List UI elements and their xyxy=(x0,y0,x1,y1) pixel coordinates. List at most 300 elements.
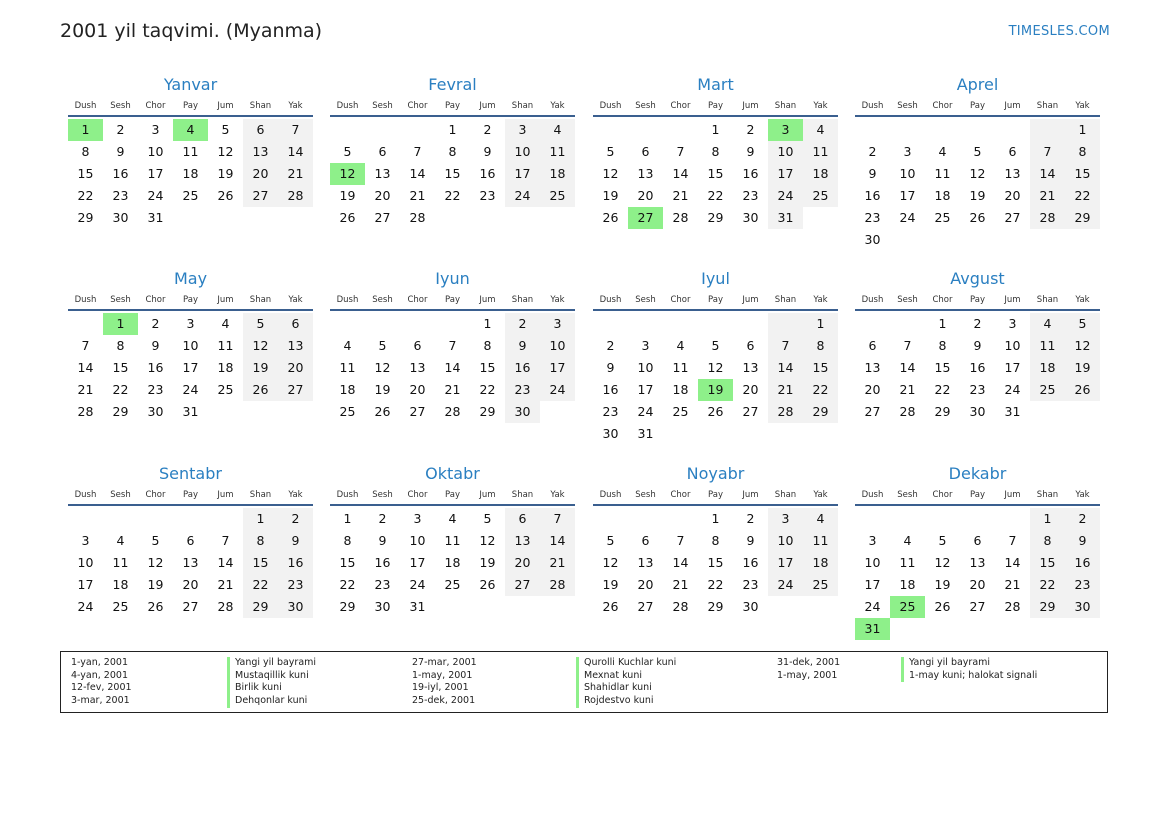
day-cell: 12 xyxy=(969,166,986,181)
day-cell: 3 xyxy=(505,119,540,141)
weekday-label: Dush xyxy=(74,490,97,500)
day-cell: 11 xyxy=(803,141,838,163)
day-cell: 8 xyxy=(938,338,947,353)
day-cell: 22 xyxy=(339,577,356,592)
day-cell: 20 xyxy=(243,163,278,185)
weekday-label: Sesh xyxy=(372,295,393,305)
day-cell: 31 xyxy=(182,404,199,419)
day-cell: 25 xyxy=(1030,379,1065,401)
legend-date: 1-may, 2001 xyxy=(412,669,473,681)
day-cell: 29 xyxy=(1065,207,1100,229)
empty-day-cell xyxy=(435,596,470,618)
day-cell: 10 xyxy=(409,533,426,548)
day-cell: 23 xyxy=(742,188,759,203)
weekday-label: Jum xyxy=(742,295,759,305)
day-cell: 8 xyxy=(1030,530,1065,552)
day-cell: 29 xyxy=(112,404,129,419)
day-cell: 23 xyxy=(374,577,391,592)
day-cell: 18 xyxy=(339,382,356,397)
day-cell: 9 xyxy=(483,144,492,159)
day-cell: 3 xyxy=(1008,316,1017,331)
empty-day-cell xyxy=(890,229,925,251)
weekday-header xyxy=(330,291,575,311)
day-cell: 4 xyxy=(903,533,912,548)
day-cell: 8 xyxy=(81,144,90,159)
day-cell: 16 xyxy=(742,555,759,570)
empty-day-cell xyxy=(960,229,995,251)
day-cell: 3 xyxy=(81,533,90,548)
legend-holiday-name: 1-may kuni; halokat signali xyxy=(901,670,1037,683)
empty-day-cell xyxy=(1065,401,1100,423)
weekday-label: Jum xyxy=(1004,295,1021,305)
weekday-label: Pay xyxy=(183,101,198,111)
day-cell: 15 xyxy=(707,166,724,181)
day-cell: 12 xyxy=(602,555,619,570)
weekday-label: Sesh xyxy=(635,101,656,111)
day-cell: 24 xyxy=(768,185,803,207)
day-cell: 6 xyxy=(868,338,877,353)
day-cell: 13 xyxy=(637,555,654,570)
day-cell: 8 xyxy=(243,530,278,552)
day-cell: 21 xyxy=(768,379,803,401)
empty-day-cell xyxy=(593,313,628,335)
weekday-label: Chor xyxy=(670,295,691,305)
empty-day-cell xyxy=(663,313,698,335)
weekday-label: Yak xyxy=(550,101,565,111)
empty-day-cell xyxy=(960,508,995,530)
day-cell: 17 xyxy=(505,163,540,185)
day-cell: 20 xyxy=(864,382,881,397)
weekday-label: Shan xyxy=(774,101,797,111)
day-cell: 11 xyxy=(934,166,951,181)
day-cell: 20 xyxy=(1004,188,1021,203)
day-cell: 6 xyxy=(243,119,278,141)
empty-day-cell xyxy=(628,508,663,530)
legend-holiday-name: Yangi yil bayrami xyxy=(227,657,316,670)
empty-day-cell xyxy=(803,207,838,229)
day-cell: 6 xyxy=(641,533,650,548)
day-cell: 6 xyxy=(1008,144,1017,159)
day-cell: 9 xyxy=(116,144,125,159)
day-cell: 3 xyxy=(186,316,195,331)
day-cell: 4 xyxy=(448,511,457,526)
day-cell: 28 xyxy=(672,210,689,225)
day-cell: 18 xyxy=(444,555,461,570)
day-cell: 10 xyxy=(77,555,94,570)
day-cell: 22 xyxy=(444,188,461,203)
day-cell: 2 xyxy=(505,313,540,335)
day-cell: 2 xyxy=(606,338,615,353)
empty-day-cell xyxy=(995,508,1030,530)
legend-holiday-name: Dehqonlar kuni xyxy=(227,695,316,708)
day-cell: 27 xyxy=(637,599,654,614)
day-cell: 5 xyxy=(243,313,278,335)
day-cell: 15 xyxy=(707,555,724,570)
day-cell: 29 xyxy=(1030,596,1065,618)
empty-day-cell xyxy=(540,207,575,229)
day-cell: 30 xyxy=(969,404,986,419)
day-cell: 6 xyxy=(278,313,313,335)
day-cell: 23 xyxy=(479,188,496,203)
weekday-label: Jum xyxy=(479,101,496,111)
day-cell: 10 xyxy=(505,141,540,163)
day-cell: 29 xyxy=(803,401,838,423)
day-cell: 17 xyxy=(147,166,164,181)
day-cell: 9 xyxy=(868,166,877,181)
month-mart xyxy=(593,74,838,229)
holiday-day-cell: 3 xyxy=(768,119,803,141)
day-cell: 7 xyxy=(1008,533,1017,548)
weekday-label: Shan xyxy=(774,295,797,305)
holiday-day-cell: 27 xyxy=(628,207,663,229)
weekday-label: Pay xyxy=(708,295,723,305)
day-cell: 24 xyxy=(505,185,540,207)
day-cell: 16 xyxy=(742,166,759,181)
weekday-label: Pay xyxy=(708,101,723,111)
day-cell: 4 xyxy=(540,119,575,141)
legend-date: 4-yan, 2001 xyxy=(71,669,128,681)
day-cell: 16 xyxy=(278,552,313,574)
day-cell: 20 xyxy=(742,382,759,397)
empty-day-cell xyxy=(803,423,838,445)
day-cell: 17 xyxy=(540,357,575,379)
day-cell: 16 xyxy=(505,357,540,379)
weekday-label: Jum xyxy=(479,490,496,500)
day-cell: 17 xyxy=(409,555,426,570)
day-cell: 2 xyxy=(116,122,125,137)
empty-day-cell xyxy=(208,401,243,423)
day-cell: 21 xyxy=(1004,577,1021,592)
day-grid xyxy=(330,313,575,423)
month-sentabr xyxy=(68,463,313,618)
day-cell: 26 xyxy=(217,188,234,203)
day-cell: 20 xyxy=(374,188,391,203)
day-cell: 3 xyxy=(413,511,422,526)
day-cell: 29 xyxy=(707,599,724,614)
day-cell: 6 xyxy=(378,144,387,159)
month-fevral xyxy=(330,74,575,229)
weekday-label: Shan xyxy=(249,490,272,500)
day-cell: 30 xyxy=(278,596,313,618)
day-cell: 19 xyxy=(479,555,496,570)
day-grid xyxy=(330,119,575,229)
legend-date: 25-dek, 2001 xyxy=(412,695,476,707)
weekday-header xyxy=(68,486,313,506)
day-cell: 26 xyxy=(969,210,986,225)
day-cell: 16 xyxy=(147,360,164,375)
day-cell: 21 xyxy=(278,163,313,185)
month-name: Aprel xyxy=(956,75,999,94)
day-cell: 4 xyxy=(343,338,352,353)
day-cell: 9 xyxy=(973,338,982,353)
page-title: 2001 yil taqvimi. (Myanma) xyxy=(60,20,323,42)
empty-day-cell xyxy=(663,423,698,445)
day-cell: 20 xyxy=(969,577,986,592)
day-cell: 18 xyxy=(934,188,951,203)
empty-day-cell xyxy=(1030,618,1065,640)
day-cell: 16 xyxy=(374,555,391,570)
weekday-label: Chor xyxy=(145,101,166,111)
legend-date: 19-iyl, 2001 xyxy=(412,682,469,694)
day-cell: 23 xyxy=(969,382,986,397)
empty-day-cell xyxy=(890,618,925,640)
day-cell: 15 xyxy=(112,360,129,375)
day-cell: 23 xyxy=(602,404,619,419)
day-cell: 30 xyxy=(112,210,129,225)
site-link[interactable]: TIMESLES.COM xyxy=(1008,24,1110,39)
weekday-label: Sesh xyxy=(110,101,131,111)
day-cell: 16 xyxy=(969,360,986,375)
day-cell: 11 xyxy=(1030,335,1065,357)
day-cell: 15 xyxy=(444,166,461,181)
weekday-label: Yak xyxy=(550,490,565,500)
weekday-label: Jum xyxy=(1004,490,1021,500)
day-cell: 15 xyxy=(243,552,278,574)
day-cell: 19 xyxy=(374,382,391,397)
day-cell: 11 xyxy=(217,338,234,353)
day-cell: 2 xyxy=(378,511,387,526)
day-cell: 21 xyxy=(672,188,689,203)
empty-day-cell xyxy=(855,313,890,335)
day-cell: 23 xyxy=(278,574,313,596)
day-cell: 13 xyxy=(969,555,986,570)
day-cell: 26 xyxy=(1065,379,1100,401)
month-oktabr xyxy=(330,463,575,618)
day-cell: 5 xyxy=(343,144,352,159)
weekday-label: Shan xyxy=(774,490,797,500)
weekday-label: Dush xyxy=(861,295,884,305)
empty-day-cell xyxy=(435,313,470,335)
legend-dates-3 xyxy=(777,657,840,682)
day-cell: 28 xyxy=(278,185,313,207)
day-grid xyxy=(593,313,838,445)
day-cell: 4 xyxy=(938,144,947,159)
weekday-header xyxy=(68,97,313,117)
day-cell: 7 xyxy=(221,533,230,548)
day-cell: 12 xyxy=(934,555,951,570)
month-name: Dekabr xyxy=(948,464,1007,483)
day-cell: 11 xyxy=(444,533,461,548)
day-cell: 18 xyxy=(803,163,838,185)
day-cell: 13 xyxy=(278,335,313,357)
day-cell: 9 xyxy=(505,335,540,357)
day-cell: 14 xyxy=(672,555,689,570)
day-cell: 3 xyxy=(641,338,650,353)
day-cell: 11 xyxy=(899,555,916,570)
weekday-label: Shan xyxy=(511,295,534,305)
day-cell: 14 xyxy=(278,141,313,163)
weekday-label: Yak xyxy=(813,101,828,111)
weekday-header xyxy=(593,291,838,311)
day-cell: 11 xyxy=(672,360,689,375)
day-cell: 2 xyxy=(868,144,877,159)
day-cell: 4 xyxy=(1030,313,1065,335)
day-cell: 21 xyxy=(1030,185,1065,207)
day-cell: 2 xyxy=(973,316,982,331)
weekday-label: Sesh xyxy=(110,490,131,500)
day-cell: 22 xyxy=(243,574,278,596)
empty-day-cell xyxy=(663,119,698,141)
day-cell: 9 xyxy=(278,530,313,552)
weekday-label: Shan xyxy=(511,490,534,500)
day-cell: 18 xyxy=(112,577,129,592)
weekday-label: Yak xyxy=(288,101,303,111)
empty-day-cell xyxy=(593,508,628,530)
day-cell: 2 xyxy=(483,122,492,137)
day-cell: 30 xyxy=(374,599,391,614)
month-name: Avgust xyxy=(950,269,1005,288)
holiday-day-cell: 31 xyxy=(855,618,890,640)
empty-day-cell xyxy=(890,119,925,141)
day-cell: 28 xyxy=(444,404,461,419)
weekday-label: Chor xyxy=(932,490,953,500)
weekday-label: Jum xyxy=(217,490,234,500)
legend-names-1 xyxy=(227,657,316,708)
month-name: Noyabr xyxy=(686,464,745,483)
day-cell: 11 xyxy=(182,144,199,159)
weekday-label: Sesh xyxy=(897,295,918,305)
weekday-label: Dush xyxy=(599,295,622,305)
day-grid xyxy=(855,508,1100,640)
day-cell: 19 xyxy=(147,577,164,592)
day-grid xyxy=(330,508,575,618)
day-cell: 27 xyxy=(505,574,540,596)
weekday-header xyxy=(330,486,575,506)
day-cell: 30 xyxy=(505,401,540,423)
weekday-label: Chor xyxy=(932,101,953,111)
empty-day-cell xyxy=(803,596,838,618)
day-cell: 10 xyxy=(768,530,803,552)
day-grid xyxy=(593,119,838,229)
day-cell: 5 xyxy=(606,533,615,548)
day-cell: 26 xyxy=(707,404,724,419)
day-cell: 11 xyxy=(540,141,575,163)
day-cell: 21 xyxy=(217,577,234,592)
weekday-label: Dush xyxy=(861,490,884,500)
day-cell: 10 xyxy=(540,335,575,357)
month-yanvar xyxy=(68,74,313,229)
empty-day-cell xyxy=(278,207,313,229)
day-cell: 17 xyxy=(899,188,916,203)
empty-day-cell xyxy=(365,119,400,141)
day-cell: 27 xyxy=(243,185,278,207)
empty-day-cell xyxy=(768,423,803,445)
weekday-label: Shan xyxy=(249,101,272,111)
empty-day-cell xyxy=(173,207,208,229)
day-cell: 11 xyxy=(803,530,838,552)
day-cell: 9 xyxy=(1065,530,1100,552)
day-cell: 30 xyxy=(1065,596,1100,618)
weekday-header xyxy=(855,97,1100,117)
day-cell: 16 xyxy=(1065,552,1100,574)
day-cell: 25 xyxy=(934,210,951,225)
day-cell: 18 xyxy=(1030,357,1065,379)
day-cell: 23 xyxy=(112,188,129,203)
weekday-label: Pay xyxy=(970,490,985,500)
weekday-label: Yak xyxy=(813,490,828,500)
weekday-header xyxy=(330,97,575,117)
day-cell: 5 xyxy=(606,144,615,159)
weekday-label: Jum xyxy=(217,101,234,111)
weekday-label: Dush xyxy=(599,490,622,500)
legend-holiday-name: Birlik kuni xyxy=(227,682,316,695)
empty-day-cell xyxy=(540,596,575,618)
empty-day-cell xyxy=(995,229,1030,251)
day-cell: 5 xyxy=(973,144,982,159)
empty-day-cell xyxy=(698,423,733,445)
weekday-label: Yak xyxy=(813,295,828,305)
day-cell: 1 xyxy=(1065,119,1100,141)
day-cell: 30 xyxy=(742,599,759,614)
day-cell: 22 xyxy=(112,382,129,397)
day-grid xyxy=(68,119,313,229)
day-cell: 17 xyxy=(77,577,94,592)
empty-day-cell xyxy=(855,119,890,141)
day-cell: 1 xyxy=(711,122,720,137)
legend-holiday-name: Mustaqillik kuni xyxy=(227,670,316,683)
empty-day-cell xyxy=(505,207,540,229)
weekday-label: Pay xyxy=(445,101,460,111)
day-cell: 7 xyxy=(413,144,422,159)
empty-day-cell xyxy=(890,508,925,530)
day-cell: 26 xyxy=(602,599,619,614)
day-cell: 14 xyxy=(1030,163,1065,185)
legend-date: 27-mar, 2001 xyxy=(412,657,477,668)
day-cell: 9 xyxy=(746,144,755,159)
weekday-label: Pay xyxy=(970,101,985,111)
day-cell: 8 xyxy=(711,144,720,159)
day-cell: 30 xyxy=(864,232,881,247)
empty-day-cell xyxy=(243,401,278,423)
day-cell: 26 xyxy=(339,210,356,225)
weekday-label: Chor xyxy=(932,295,953,305)
day-cell: 2 xyxy=(278,508,313,530)
day-cell: 31 xyxy=(1004,404,1021,419)
day-cell: 28 xyxy=(899,404,916,419)
weekday-header xyxy=(593,97,838,117)
day-cell: 10 xyxy=(182,338,199,353)
day-cell: 21 xyxy=(409,188,426,203)
weekday-label: Pay xyxy=(183,295,198,305)
legend-dates-2 xyxy=(412,657,477,708)
day-cell: 8 xyxy=(803,335,838,357)
day-cell: 5 xyxy=(711,338,720,353)
month-dekabr xyxy=(855,463,1100,640)
weekday-label: Dush xyxy=(861,101,884,111)
day-cell: 22 xyxy=(934,382,951,397)
holiday-day-cell: 1 xyxy=(68,119,103,141)
weekday-label: Dush xyxy=(336,101,359,111)
holiday-day-cell: 1 xyxy=(103,313,138,335)
holiday-legend xyxy=(60,651,1108,713)
day-cell: 21 xyxy=(540,552,575,574)
day-cell: 18 xyxy=(803,552,838,574)
day-cell: 10 xyxy=(1004,338,1021,353)
empty-day-cell xyxy=(698,313,733,335)
holiday-day-cell: 19 xyxy=(698,379,733,401)
day-cell: 14 xyxy=(540,530,575,552)
day-cell: 25 xyxy=(803,185,838,207)
day-cell: 9 xyxy=(606,360,615,375)
empty-day-cell xyxy=(243,207,278,229)
day-cell: 29 xyxy=(77,210,94,225)
month-iyun xyxy=(330,268,575,423)
day-cell: 18 xyxy=(540,163,575,185)
weekday-label: Sesh xyxy=(372,101,393,111)
day-cell: 15 xyxy=(479,360,496,375)
day-cell: 1 xyxy=(938,316,947,331)
day-cell: 22 xyxy=(707,577,724,592)
